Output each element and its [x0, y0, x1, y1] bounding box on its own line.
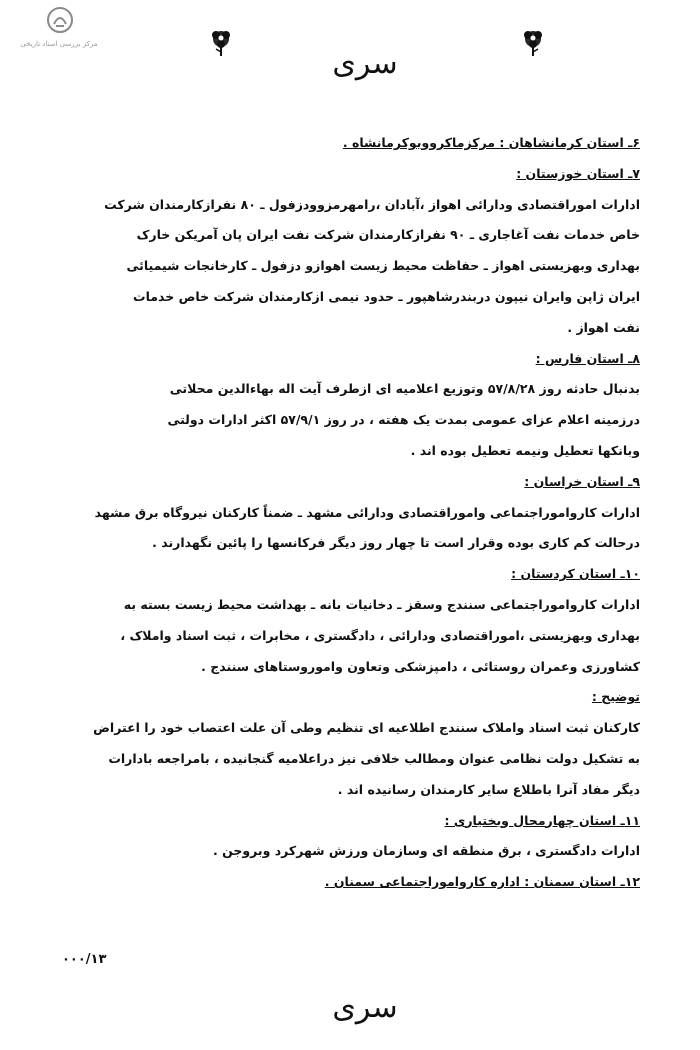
- line-text: ۹ـ استان خراسان :: [524, 473, 640, 489]
- line-text: ادارات کارواموراجتماعی سنندج وسقز ـ دخانیات بانه ـ بهداشت محیط زیست بسته به: [123, 596, 640, 612]
- line-text: ۸ـ استان فارس :: [535, 350, 640, 366]
- line-text: نفت اهواز .: [567, 319, 640, 335]
- line-text: بهداری وبهزیستی ،اموراقتصادی ودارائی ، دادگستری ، مخابرات ، ثبت اسناد واملاک ،: [120, 627, 640, 643]
- line-text: وبانکها تعطیل ونیمه تعطیل بوده اند .: [410, 442, 640, 458]
- text-line: [60, 313, 640, 344]
- line-text: بدنبال حادثه روز ۵۷/۸/۲۸ وتوزیع اعلامیه ای ازطرف آیت اله بهاءالدین محلاتی: [169, 381, 640, 397]
- line-text: دیگر مفاد آنرا باطلاع سایر کارمندان رسانیده اند .: [337, 781, 640, 797]
- text-line: [60, 190, 640, 221]
- line-text: ایران ژاپن وایران نیپون دربندرشاهپور ـ حدود نیمی ازکارمندان شرکت خاص خدمات: [133, 288, 640, 304]
- text-line: [60, 498, 640, 529]
- line-text: ۱۱ـ استان چهارمحال وبختیاری :: [444, 812, 640, 828]
- line-text: ۷ـ استان خوزستان :: [516, 165, 640, 181]
- line-text: بهداری وبهزیستی اهواز ـ حفاظت محیط زیست اهوازو دزفول ـ کارخانجات شیمیائی: [126, 258, 640, 274]
- line-text: ۱۲ـ استان سمنان : اداره کارواموراجتماعی سمنان .: [324, 874, 640, 890]
- section-heading: [60, 806, 640, 837]
- text-line: [60, 590, 640, 621]
- page-number: ۰۰۰/۱۳: [62, 952, 107, 967]
- line-text: کارکنان ثبت اسناد واملاک سنندج اطلاعیه ای تنظیم وطی آن علت اعتصاب خود را اعتراض: [93, 720, 640, 736]
- text-line: [60, 775, 640, 806]
- section-heading: [60, 159, 640, 190]
- section-heading: [60, 344, 640, 375]
- section-heading: [60, 128, 640, 159]
- line-text: ادارات اموراقتصادی ودارائی اهواز ،آبادان ،رامهرمزوودزفول ـ ۸۰ نفرازکارمندان شرکت: [104, 196, 640, 212]
- line-text: به تشکیل دولت نظامی عنوان ومطالب خلافی نیز دراعلامیه گنجانیده ، بامراجعه بادارات: [108, 750, 640, 766]
- text-line: [60, 621, 640, 652]
- classification-header: سری: [332, 46, 398, 81]
- line-text: ۱۰ـ استان کردستان :: [511, 566, 640, 582]
- text-line: [60, 436, 640, 467]
- section-heading: [60, 559, 640, 590]
- line-text: کشاورزی وعمران روستائی ، دامپزشکی وتعاون واموروستاهای سنندج .: [201, 658, 640, 674]
- text-line: [60, 652, 640, 683]
- line-text: توضیح :: [591, 689, 640, 705]
- flower-ornament-icon: [207, 26, 235, 58]
- text-line: [60, 282, 640, 313]
- text-line: [60, 251, 640, 282]
- text-line: [60, 405, 640, 436]
- text-line: [60, 220, 640, 251]
- classification-footer: سری: [332, 990, 398, 1025]
- section-heading: [60, 467, 640, 498]
- text-line: [60, 528, 640, 559]
- line-text: ادارات دادگستری ، برق منطقه ای وسازمان ورزش شهرکرد وبروجن .: [213, 843, 640, 859]
- archive-watermark: [18, 6, 98, 58]
- line-text: درزمینه اعلام عزای عمومی بمدت یک هفته ، در روز ۵۷/۹/۱ اکثر ادارات دولتی: [167, 412, 640, 428]
- line-text: ۶ـ استان کرمانشاهان : مرکزماکروویوکرمانشاه .: [342, 135, 640, 150]
- line-text: درحالت کم کاری بوده وقرار است تا چهار روز دیگر فرکانسها را پائین نگهدارند .: [152, 535, 640, 551]
- line-text: خاص خدمات نفت آغاجاری ـ ۹۰ نفرازکارمندان شرکت نفت ایران پان آمریکن خارک: [136, 227, 640, 243]
- text-line: [60, 744, 640, 775]
- line-text: ادارات کارواموراجتماعی واموراقتصادی ودارائی مشهد ـ ضمناً کارکنان نیروگاه برق مشهد: [94, 504, 640, 520]
- text-line: [60, 374, 640, 405]
- flower-ornament-icon: [519, 26, 547, 58]
- document-body: [60, 128, 640, 898]
- archive-logo-icon: [46, 6, 74, 34]
- text-line: [60, 836, 640, 867]
- text-line: [60, 713, 640, 744]
- watermark-text: مرکز بررسی اسناد تاریخی: [20, 40, 98, 48]
- section-heading: [60, 682, 640, 713]
- section-heading: [60, 867, 640, 898]
